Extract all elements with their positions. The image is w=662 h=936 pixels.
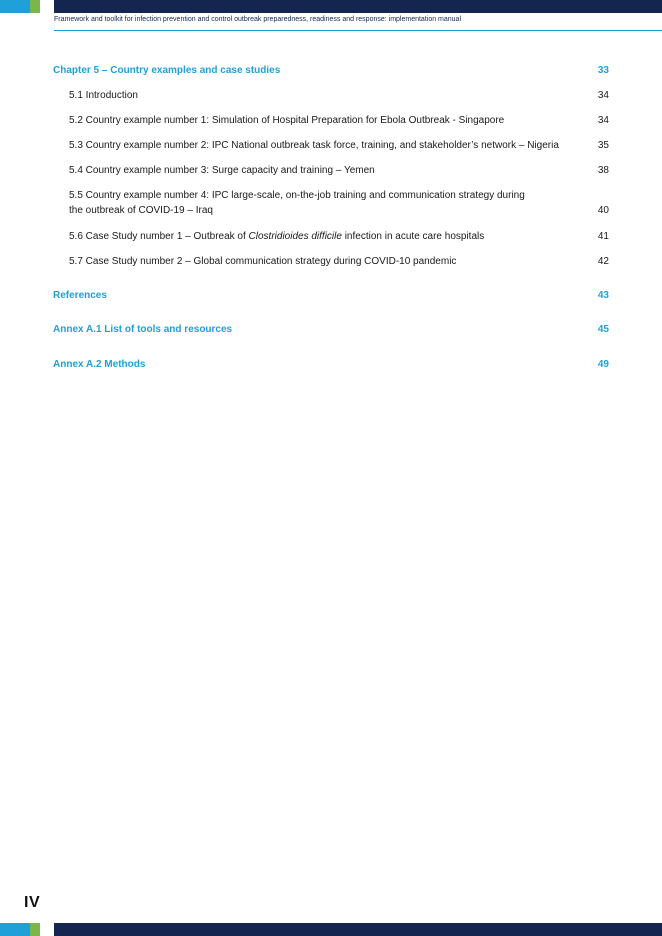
toc-entry-page: 40 (597, 205, 609, 216)
toc-entry-label (69, 188, 569, 218)
toc-entry-label-suffix: infection in acute care hospitals (341, 231, 485, 242)
page-number: IV (24, 894, 41, 911)
toc-entry-label-line2: the outbreak of COVID-19 – Iraq (69, 205, 213, 216)
top-green-bar (30, 0, 40, 13)
toc-entry-label: References (53, 290, 107, 301)
toc-entry-label: 5.4 Country example number 3: Surge capacity and training – Yemen (69, 165, 375, 176)
toc-entry-page: 35 (597, 140, 609, 151)
toc-entry-page: 34 (597, 115, 609, 126)
top-blue-bar (0, 0, 30, 13)
toc-entry-page: 43 (597, 290, 609, 301)
bottom-blue-bar (0, 923, 30, 936)
toc-entry-label-prefix: 5.6 Case Study number 1 – Outbreak of (69, 231, 249, 242)
toc-entry-label: 5.7 Case Study number 2 – Global communication strategy during COVID-10 pandemic (69, 256, 457, 267)
bottom-navy-bar (54, 923, 662, 936)
running-header: Framework and toolkit for infection prevention and control outbreak preparedness, readiness and response: implementation manual (54, 16, 462, 23)
toc-entry-page: 41 (597, 231, 609, 242)
toc-entry-label: 5.1 Introduction (69, 90, 138, 101)
toc-entry-label-line1: 5.5 Country example number 4: IPC large-scale, on-the-job training and communication strategy during (69, 190, 525, 201)
toc-entry-page: 49 (597, 359, 609, 370)
toc-entry-label: 5.3 Country example number 2: IPC National outbreak task force, training, and stakeholder’s network – Nigeria (69, 140, 559, 151)
toc-entry-label: Annex A.2 Methods (53, 359, 146, 370)
header-rule (54, 30, 662, 31)
toc-entry-label: 5.2 Country example number 1: Simulation of Hospital Preparation for Ebola Outbreak - Singapore (69, 115, 505, 126)
toc-entry-label: Annex A.1 List of tools and resources (53, 324, 233, 335)
bottom-green-bar (30, 923, 40, 936)
toc-entry-page: 33 (597, 65, 609, 76)
toc-entry-page: 45 (597, 324, 609, 335)
toc-entry-page: 38 (597, 165, 609, 176)
toc-entry-label (69, 229, 484, 244)
top-navy-bar (54, 0, 662, 13)
toc-entry-page: 42 (597, 256, 609, 267)
toc-entry-label: Chapter 5 – Country examples and case studies (53, 65, 281, 76)
toc-entry-label-italic: Clostridioides difficile (248, 231, 342, 242)
toc-entry-page: 34 (597, 90, 609, 101)
